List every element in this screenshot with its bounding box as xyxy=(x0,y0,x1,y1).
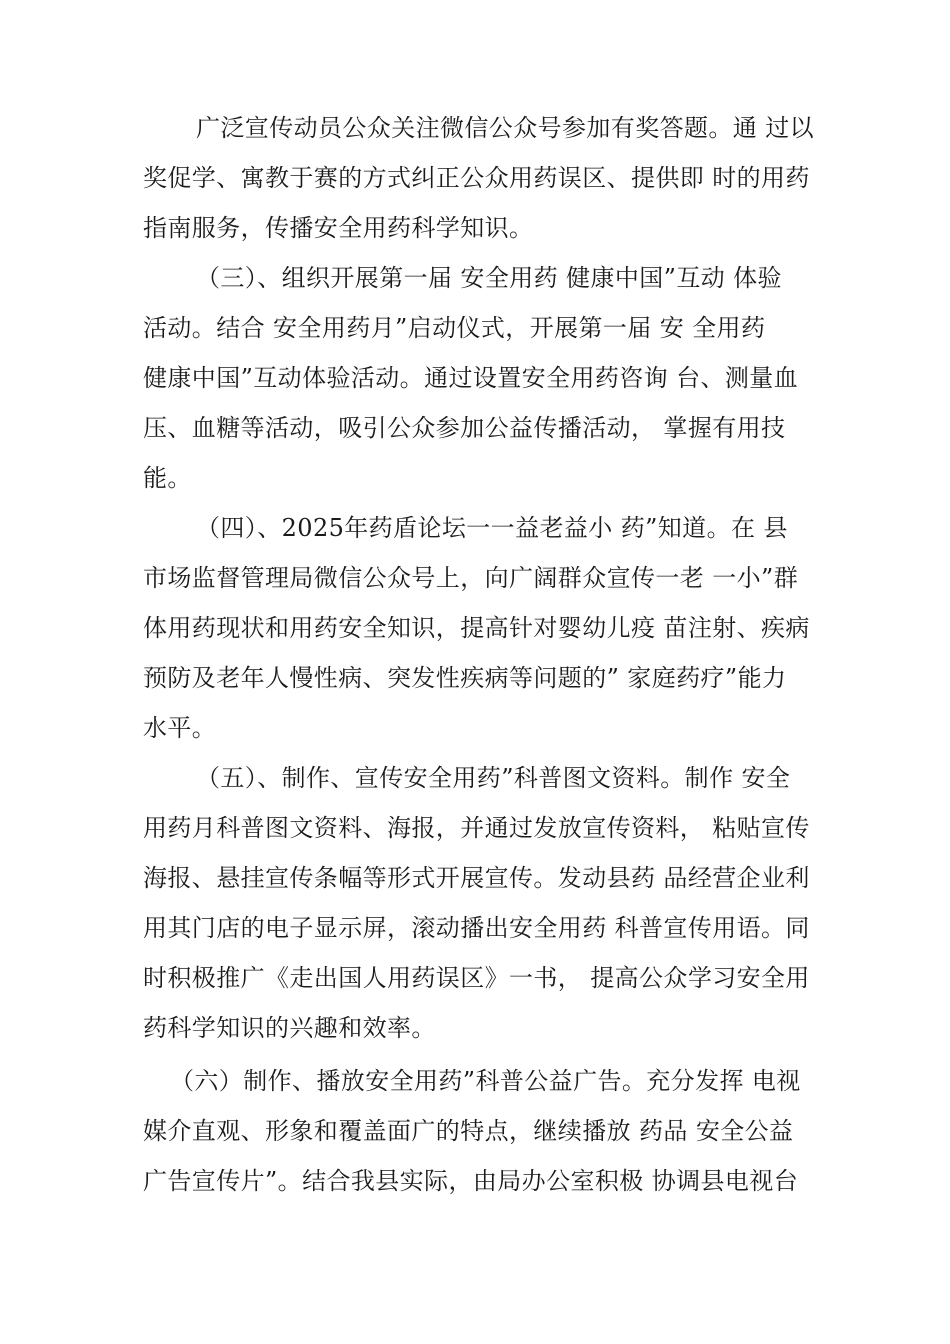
paragraph-line: 能。 xyxy=(143,464,192,492)
paragraph-line: 预防及老年人慢性病、突发性疾病等问题的” 家庭药疗”能力 xyxy=(143,664,787,692)
paragraph-line: 海报、悬挂宣传条幅等形式开展宣传。发动县药 品经营企业利 xyxy=(143,864,810,892)
paragraph-line: （四）、2025年药盾论坛一一益老益小 药”知道。在 县 xyxy=(196,514,788,542)
paragraph-line: 压、血糖等活动，吸引公众参加公益传播活动， 掌握有用技 xyxy=(143,414,786,442)
paragraph-line: 用其门店的电子显示屏，滚动播出安全用药 科普宣传用语。同 xyxy=(143,914,810,942)
paragraph-line: 活动。结合 安全用药月”启动仪式，开展第一届 安 全用药 xyxy=(143,314,766,342)
paragraph-line: 药科学知识的兴趣和效率。 xyxy=(143,1014,436,1042)
paragraph-line: 市场监督管理局微信公众号上，向广阔群众宣传一老 一小”群 xyxy=(143,564,799,592)
paragraph-line: 健康中国”互动体验活动。通过设置安全用药咨询 台、测量血 xyxy=(143,364,799,392)
paragraph-line: 体用药现状和用药安全知识，提高针对婴幼儿疫 苗注射、疾病 xyxy=(143,614,810,642)
paragraph-line: 广告宣传片”。结合我县实际，由局办公室积极 协调县电视台 xyxy=(143,1167,799,1195)
paragraph-line: 广泛宣传动员公众关注微信公众号参加有奖答题。通 过以 xyxy=(196,114,815,142)
paragraph-line: （六）制作、播放安全用药”科普公益广告。充分发挥 电视 xyxy=(170,1067,801,1095)
paragraph-line: 媒介直观、形象和覆盖面广的特点，继续播放 药品 安全公益 xyxy=(143,1117,794,1145)
paragraph-line: 用药月科普图文资料、海报，并通过发放宣传资料， 粘贴宣传 xyxy=(143,814,810,842)
paragraph-line: 指南服务，传播安全用药科学知识。 xyxy=(143,214,534,242)
paragraph-line: 水平。 xyxy=(143,714,217,742)
paragraph-line: 奖促学、寓教于赛的方式纠正公众用药误区、提供即 时的用药 xyxy=(143,164,810,192)
paragraph-line: （三）、组织开展第一届 安全用药 健康中国”互动 体验 xyxy=(196,264,782,292)
paragraph-line: （五）、制作、宣传安全用药”科普图文资料。制作 安全 xyxy=(196,764,791,792)
paragraph-line: 时积极推广《走出国人用药误区》一书， 提高公众学习安全用 xyxy=(143,964,810,992)
